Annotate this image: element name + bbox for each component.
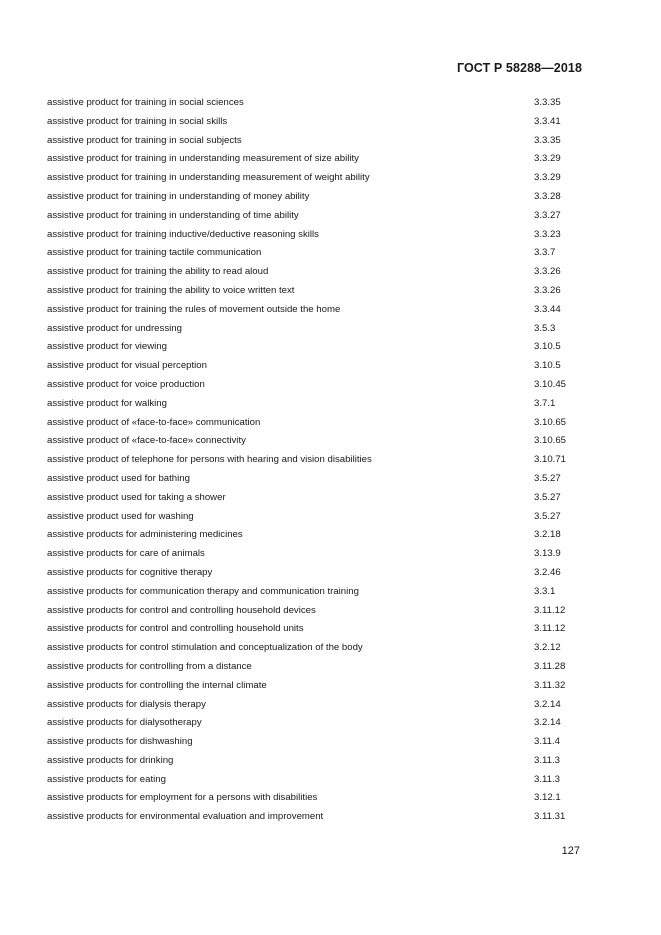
index-term: assistive products for eating xyxy=(47,773,166,785)
index-entry xyxy=(47,338,587,357)
index-term: assistive product for training in social skills xyxy=(47,115,228,127)
index-entry xyxy=(47,263,587,282)
index-term: assistive products for employment for a persons with disabilities xyxy=(47,792,318,804)
index-reference: 3.3.23 xyxy=(534,228,561,240)
index-reference: 3.10.45 xyxy=(534,378,567,390)
index-term: assistive product used for bathing xyxy=(47,472,190,484)
index-entry xyxy=(47,94,587,113)
index-entry xyxy=(47,376,587,395)
index-entry xyxy=(47,132,587,151)
index-term: assistive product used for taking a shower xyxy=(47,491,226,503)
index-term: assistive product for walking xyxy=(47,397,167,409)
index-reference: 3.3.29 xyxy=(534,153,561,165)
index-entry xyxy=(47,658,587,677)
index-reference: 3.3.28 xyxy=(534,190,561,202)
index-reference: 3.11.3 xyxy=(534,754,560,766)
index-entry xyxy=(47,207,587,226)
index-term: assistive product for training inductive/deductive reasoning skills xyxy=(47,228,319,240)
index-reference: 3.2.18 xyxy=(534,529,561,541)
index-reference: 3.11.12 xyxy=(534,604,566,616)
index-entry xyxy=(47,470,587,489)
index-reference: 3.2.14 xyxy=(534,717,561,729)
index-reference: 3.5.27 xyxy=(534,510,561,522)
index-term: assistive product for training in understanding measurement of weight ability xyxy=(47,172,370,184)
index-reference: 3.2.12 xyxy=(534,642,561,654)
index-entry xyxy=(47,169,587,188)
index-entry xyxy=(47,226,587,245)
index-entry xyxy=(47,489,587,508)
index-term: assistive products for controlling the internal climate xyxy=(47,679,267,691)
document-header: ГОСТ Р 58288—2018 xyxy=(456,61,582,75)
index-term: assistive products for communication therapy and communication training xyxy=(47,585,359,597)
index-entry xyxy=(47,545,587,564)
index-reference: 3.5.3 xyxy=(534,322,556,334)
index-term: assistive products for drinking xyxy=(47,754,174,766)
index-entry xyxy=(47,301,587,320)
index-reference: 3.3.27 xyxy=(534,209,561,221)
index-entry xyxy=(47,677,587,696)
index-term: assistive products for administering medicines xyxy=(47,529,243,541)
index-term: assistive products for environmental evaluation and improvement xyxy=(47,811,324,823)
index-term: assistive products for control stimulation and conceptualization of the body xyxy=(47,642,363,654)
index-term: assistive product for training the ability to voice written text xyxy=(47,284,295,296)
index-reference: 3.10.5 xyxy=(534,341,561,353)
term-index-list xyxy=(47,94,587,827)
index-reference: 3.3.35 xyxy=(534,134,561,146)
index-entry xyxy=(47,414,587,433)
index-entry xyxy=(47,789,587,808)
index-entry xyxy=(47,771,587,790)
index-entry xyxy=(47,282,587,301)
index-term: assistive product of «face-to-face» communication xyxy=(47,416,261,428)
index-term: assistive products for control and controlling household units xyxy=(47,623,304,635)
index-term: assistive product for training in understanding of time ability xyxy=(47,209,299,221)
index-reference: 3.2.46 xyxy=(534,566,561,578)
index-term: assistive products for dialysotherapy xyxy=(47,717,202,729)
index-term: assistive product of «face-to-face» connectivity xyxy=(47,435,246,447)
index-entry xyxy=(47,244,587,263)
index-term: assistive product for training in understanding of money ability xyxy=(47,190,310,202)
index-reference: 3.3.44 xyxy=(534,303,561,315)
index-reference: 3.11.12 xyxy=(534,623,566,635)
index-reference: 3.5.27 xyxy=(534,491,561,503)
index-term: assistive product for undressing xyxy=(47,322,182,334)
index-reference: 3.3.1 xyxy=(534,585,556,597)
index-reference: 3.3.35 xyxy=(534,97,561,108)
index-term: assistive products for care of animals xyxy=(47,548,205,560)
index-reference: 3.10.65 xyxy=(534,435,567,447)
index-reference: 3.11.32 xyxy=(534,679,566,691)
index-term: assistive product for training in understanding measurement of size ability xyxy=(47,153,359,165)
index-entry xyxy=(47,526,587,545)
index-entry xyxy=(47,639,587,658)
index-entry xyxy=(47,320,587,339)
index-entry xyxy=(47,752,587,771)
index-entry xyxy=(47,564,587,583)
index-entry xyxy=(47,508,587,527)
index-term: assistive product for viewing xyxy=(47,341,167,353)
index-reference: 3.11.3 xyxy=(534,773,560,785)
index-term: assistive product for visual perception xyxy=(47,360,207,372)
index-reference: 3.10.71 xyxy=(534,454,567,466)
index-entry xyxy=(47,620,587,639)
index-term: assistive product for training in social subjects xyxy=(47,134,242,146)
index-reference: 3.3.26 xyxy=(534,266,561,278)
index-term: assistive product of telephone for persons with hearing and vision disabilities xyxy=(47,454,372,466)
index-term: assistive product for voice production xyxy=(47,378,205,390)
index-term: assistive product for training in social sciences xyxy=(47,97,244,108)
index-entry xyxy=(47,451,587,470)
index-entry xyxy=(47,357,587,376)
index-reference: 3.10.5 xyxy=(534,360,561,372)
index-term: assistive products for dishwashing xyxy=(47,736,193,748)
index-reference: 3.7.1 xyxy=(534,397,556,409)
index-entry xyxy=(47,188,587,207)
index-entry xyxy=(47,602,587,621)
index-reference: 3.12.1 xyxy=(534,792,561,804)
index-entry xyxy=(47,113,587,132)
index-reference: 3.2.14 xyxy=(534,698,561,710)
index-term: assistive products for control and controlling household devices xyxy=(47,604,316,616)
index-reference: 3.3.29 xyxy=(534,172,561,184)
index-term: assistive product for training the ability to read aloud xyxy=(47,266,269,278)
index-entry xyxy=(47,583,587,602)
index-reference: 3.11.4 xyxy=(534,736,560,748)
index-reference: 3.10.65 xyxy=(534,416,567,428)
index-term: assistive products for cognitive therapy xyxy=(47,566,213,578)
index-entry xyxy=(47,395,587,414)
index-reference: 3.13.9 xyxy=(534,548,561,560)
index-reference: 3.11.28 xyxy=(534,660,566,672)
page-number: 127 xyxy=(561,845,580,857)
index-term: assistive products for dialysis therapy xyxy=(47,698,206,710)
index-reference: 3.5.27 xyxy=(534,472,561,484)
index-reference: 3.11.31 xyxy=(534,811,566,823)
index-term: assistive product for training the rules of movement outside the home xyxy=(47,303,341,315)
index-term: assistive product for training tactile communication xyxy=(47,247,262,259)
index-entry xyxy=(47,733,587,752)
index-entry xyxy=(47,696,587,715)
index-reference: 3.3.41 xyxy=(534,115,561,127)
index-entry xyxy=(47,432,587,451)
index-term: assistive product used for washing xyxy=(47,510,194,522)
index-reference: 3.3.7 xyxy=(534,247,556,259)
index-entry xyxy=(47,808,587,827)
index-term: assistive products for controlling from a distance xyxy=(47,660,252,672)
index-reference: 3.3.26 xyxy=(534,284,561,296)
index-entry xyxy=(47,150,587,169)
index-entry xyxy=(47,714,587,733)
